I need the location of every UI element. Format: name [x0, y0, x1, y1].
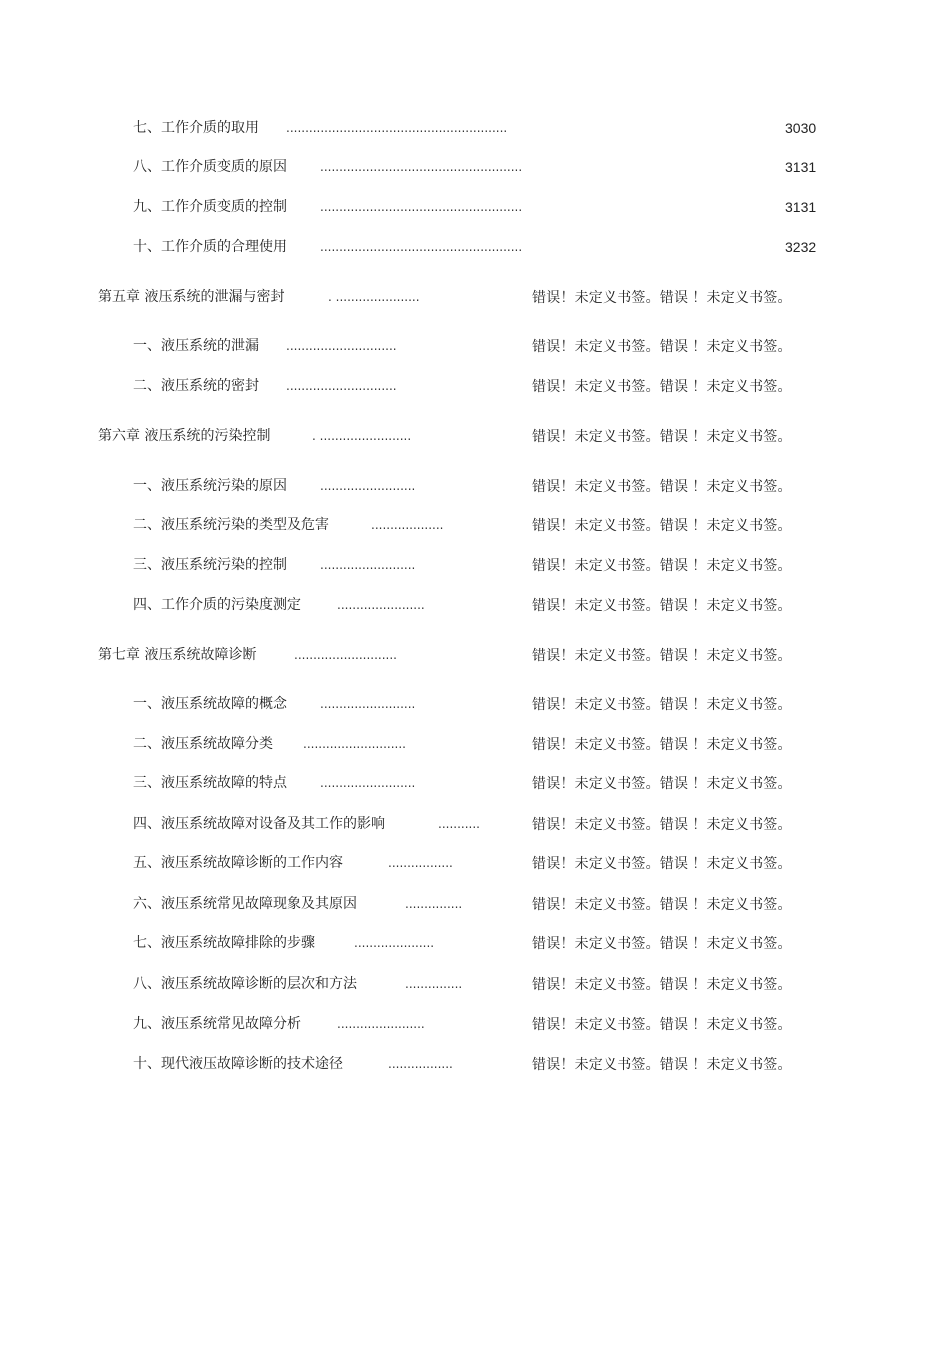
toc-leader-dots: ..................................................... — [320, 240, 523, 254]
toc-leader-dots: ................. — [388, 856, 453, 870]
toc-leader-dots: ..................... — [354, 936, 435, 950]
toc-entry-title: 三、液压系统故障的特点 — [133, 775, 287, 791]
toc-page-error: 错误！未定义书签。错误 ！未定义书签。 — [532, 855, 792, 871]
toc-page-error: 错误！未定义书签。错误 ！未定义书签。 — [532, 338, 792, 354]
toc-entry-title: 九、工作介质变质的控制 — [133, 199, 287, 215]
toc-page-error: 错误！未定义书签。错误 ！未定义书签。 — [532, 428, 792, 444]
toc-page-number: 3131 — [785, 159, 817, 175]
toc-page-number: 3232 — [785, 239, 817, 255]
toc-entry-title: 一、液压系统的泄漏 — [133, 338, 259, 354]
toc-leader-dots: ........................... — [294, 648, 397, 662]
toc-leader-dots: ............... — [405, 897, 463, 911]
toc-page-error: 错误！未定义书签。错误 ！未定义书签。 — [532, 935, 792, 951]
toc-page-error: 错误！未定义书签。错误 ！未定义书签。 — [532, 478, 792, 494]
toc-leader-dots: ....................... — [337, 1017, 425, 1031]
toc-page-error: 错误！未定义书签。错误 ！未定义书签。 — [532, 816, 792, 832]
toc-leader-dots: ........................... — [303, 737, 406, 751]
toc-entry-title: 第七章 液压系统故障诊断 — [98, 647, 257, 663]
toc-entry-title: 一、液压系统污染的原因 — [133, 478, 287, 494]
toc-page-error: 错误！未定义书签。错误 ！未定义书签。 — [532, 517, 792, 533]
toc-leader-dots: ..................................................... — [320, 160, 523, 174]
toc-page-error: 错误！未定义书签。错误 ！未定义书签。 — [532, 597, 792, 613]
toc-leader-dots: ................... — [371, 518, 444, 532]
toc-page-number: 3131 — [785, 199, 817, 215]
toc-leader-dots: ......................... — [320, 697, 416, 711]
toc-page-error: 错误！未定义书签。错误 ！未定义书签。 — [532, 1016, 792, 1032]
toc-leader-dots: ......................... — [320, 558, 416, 572]
toc-page-error: 错误！未定义书签。错误 ！未定义书签。 — [532, 896, 792, 912]
toc-leader-dots: ............................. — [286, 339, 397, 353]
toc-leader-dots: ......................... — [320, 776, 416, 790]
toc-entry-title: 二、液压系统的密封 — [133, 378, 259, 394]
toc-page-error: 错误！未定义书签。错误 ！未定义书签。 — [532, 976, 792, 992]
toc-leader-dots: ..................................................... — [320, 200, 523, 214]
toc-leader-dots: .......................................................... — [286, 121, 508, 135]
toc-entry-title: 一、液压系统故障的概念 — [133, 696, 287, 712]
toc-entry-title: 三、液压系统污染的控制 — [133, 557, 287, 573]
toc-entry-title: 十、工作介质的合理使用 — [133, 239, 287, 255]
toc-page-error: 错误！未定义书签。错误 ！未定义书签。 — [532, 378, 792, 394]
toc-leader-dots: . ........................ — [312, 429, 412, 443]
toc-entry-title: 六、液压系统常见故障现象及其原因 — [133, 896, 357, 912]
toc-leader-dots: ......................... — [320, 479, 416, 493]
toc-entry-title: 九、液压系统常见故障分析 — [133, 1016, 301, 1032]
toc-entry-title: 第六章 液压系统的污染控制 — [98, 428, 271, 444]
toc-leader-dots: ................. — [388, 1057, 453, 1071]
toc-page-error: 错误！未定义书签。错误 ！未定义书签。 — [532, 775, 792, 791]
toc-entry-title: 十、现代液压故障诊断的技术途径 — [133, 1056, 343, 1072]
toc-page-number: 3030 — [785, 120, 817, 136]
toc-leader-dots: ........... — [438, 817, 480, 831]
toc-entry-title: 八、液压系统故障诊断的层次和方法 — [133, 976, 357, 992]
toc-entry-title: 七、工作介质的取用 — [133, 120, 259, 136]
toc-entry-title: 四、工作介质的污染度测定 — [133, 597, 301, 613]
toc-leader-dots: ............... — [405, 977, 463, 991]
toc-page-error: 错误！未定义书签。错误 ！未定义书签。 — [532, 557, 792, 573]
toc-leader-dots: ............................. — [286, 379, 397, 393]
toc-entry-title: 二、液压系统故障分类 — [133, 736, 273, 752]
toc-entry-title: 第五章 液压系统的泄漏与密封 — [98, 289, 285, 305]
toc-page-error: 错误！未定义书签。错误 ！未定义书签。 — [532, 289, 792, 305]
toc-page-error: 错误！未定义书签。错误 ！未定义书签。 — [532, 736, 792, 752]
toc-leader-dots: . ...................... — [328, 290, 420, 304]
toc-entry-title: 七、液压系统故障排除的步骤 — [133, 935, 315, 951]
toc-page-error: 错误！未定义书签。错误 ！未定义书签。 — [532, 647, 792, 663]
toc-page-error: 错误！未定义书签。错误 ！未定义书签。 — [532, 696, 792, 712]
toc-entry-title: 四、液压系统故障对设备及其工作的影响 — [133, 816, 385, 832]
toc-entry-title: 二、液压系统污染的类型及危害 — [133, 517, 329, 533]
toc-entry-title: 五、液压系统故障诊断的工作内容 — [133, 855, 343, 871]
toc-page-error: 错误！未定义书签。错误 ！未定义书签。 — [532, 1056, 792, 1072]
toc-entry-title: 八、工作介质变质的原因 — [133, 159, 287, 175]
toc-leader-dots: ....................... — [337, 598, 425, 612]
